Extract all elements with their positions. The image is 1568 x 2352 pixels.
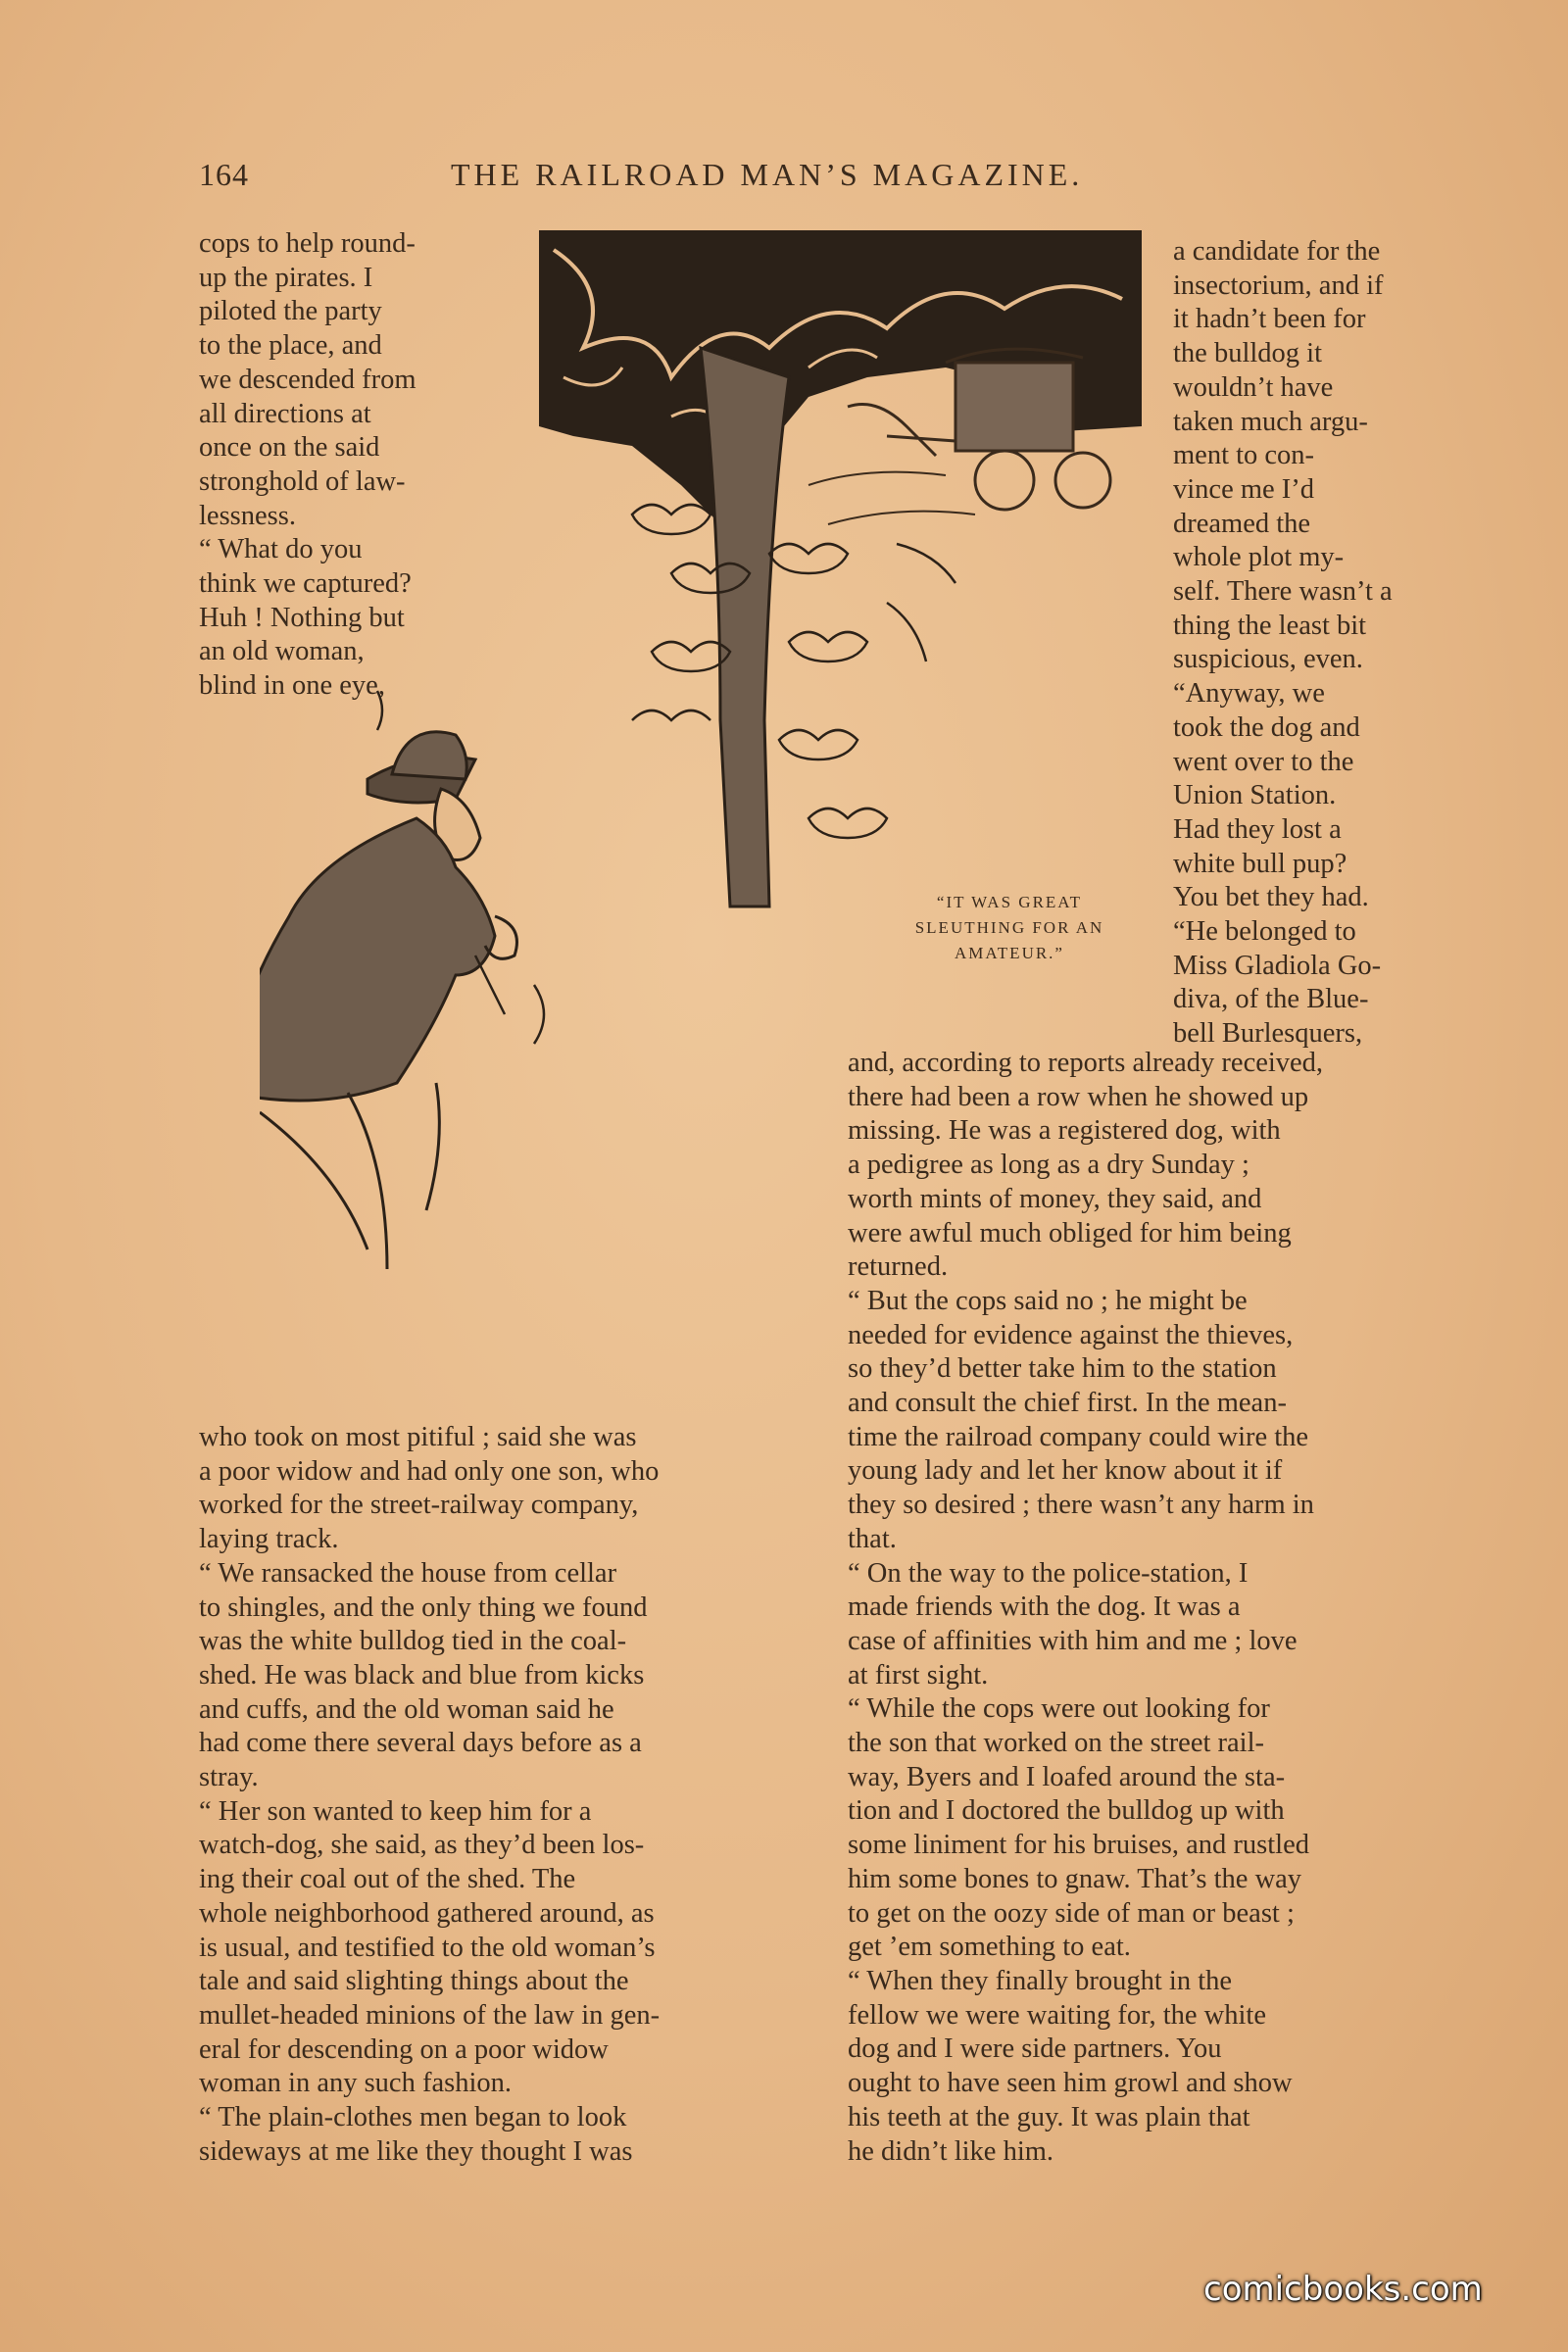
text-line: “ When they finally brought in the: [848, 1965, 1233, 1996]
text-line: a poor widow and had only one son, who: [199, 1455, 660, 1487]
text-line: missing. He was a registered dog, with: [848, 1115, 1281, 1147]
text-line: “ The plain-clothes men began to look: [199, 2102, 627, 2133]
text-line: and consult the chief first. In the mean-: [848, 1388, 1287, 1419]
text-line: ment to con-: [1173, 440, 1315, 471]
text-line: taken much argu-: [1173, 406, 1368, 437]
text-line: vince me I’d: [1173, 473, 1315, 505]
text-line: bell Burlesquers,: [1173, 1018, 1363, 1050]
text-line: a candidate for the: [1173, 236, 1381, 267]
text-line: dreamed the: [1173, 508, 1311, 539]
text-line: laying track.: [199, 1524, 339, 1555]
text-line: to shingles, and the only thing we found: [199, 1592, 648, 1623]
text-line: “He belonged to: [1173, 916, 1356, 948]
text-line: “ What do you: [199, 534, 363, 565]
text-line: woman in any such fashion.: [199, 2068, 512, 2099]
text-line: cops to help round-: [199, 228, 416, 259]
text-line: piloted the party: [199, 296, 382, 327]
text-line: to the place, and: [199, 330, 382, 362]
text-line: tale and said slighting things about the: [199, 1966, 629, 1997]
text-line: at first sight.: [848, 1659, 989, 1690]
text-line: the son that worked on the street rail-: [848, 1728, 1264, 1759]
column-top-right: [1173, 235, 1470, 1052]
text-line: thing the least bit: [1173, 610, 1367, 641]
text-line: “ While the cops were out looking for: [848, 1693, 1270, 1725]
text-line: “ Her son wanted to keep him for a: [199, 1795, 592, 1827]
text-line: were awful much obliged for him being: [848, 1217, 1292, 1249]
text-line: diva, of the Blue-: [1173, 984, 1369, 1015]
text-line: an old woman,: [199, 636, 365, 667]
text-line: they so desired ; there wasn’t any harm in: [848, 1490, 1314, 1521]
text-line: ought to have seen him growl and show: [848, 2068, 1293, 2099]
text-line: Had they lost a: [1173, 813, 1342, 845]
text-line: insectorium, and if: [1173, 270, 1384, 301]
text-line: there had been a row when he showed up: [848, 1081, 1309, 1112]
text-line: is usual, and testified to the old woman’s: [199, 1932, 656, 1963]
text-line: “ On the way to the police-station, I: [848, 1557, 1249, 1589]
text-line: returned.: [848, 1251, 949, 1283]
text-line: self. There wasn’t a: [1173, 576, 1393, 608]
column-bottom-left: [199, 1421, 811, 2169]
text-line: whole neighborhood gathered around, as: [199, 1897, 655, 1929]
text-line: the bulldog it: [1173, 338, 1322, 369]
text-line: wouldn’t have: [1173, 371, 1334, 403]
text-line: made friends with the dog. It was a: [848, 1592, 1241, 1623]
text-line: “Anyway, we: [1173, 678, 1325, 710]
column-top-left: [199, 227, 490, 704]
text-line: tion and I doctored the bulldog up with: [848, 1795, 1285, 1827]
text-line: stray.: [199, 1762, 259, 1793]
text-line: his teeth at the guy. It was plain that: [848, 2101, 1250, 2132]
text-line: he didn’t like him.: [848, 2135, 1054, 2167]
text-line: get ’em something to eat.: [848, 1932, 1131, 1963]
text-line: white bull pup?: [1173, 848, 1348, 879]
text-line: ing their coal out of the shed. The: [199, 1864, 576, 1895]
text-line: that.: [848, 1523, 897, 1554]
text-line: it hadn’t been for: [1173, 304, 1366, 335]
text-line: lessness.: [199, 500, 296, 531]
text-line: so they’d better take him to the station: [848, 1353, 1277, 1385]
text-line: we descended from: [199, 364, 416, 395]
page-number: 164: [199, 157, 249, 192]
text-line: You bet they had.: [1173, 882, 1369, 913]
illustration-caption: “IT WAS GREAT SLEUTHING FOR AN AMATEUR.”: [914, 893, 1104, 962]
text-line: to get on the oozy side of man or beast ;: [848, 1897, 1295, 1929]
text-line: him some bones to gnaw. That’s the way: [848, 1863, 1302, 1894]
text-line: was the white bulldog tied in the coal-: [199, 1626, 627, 1657]
text-line: way, Byers and I loafed around the sta-: [848, 1761, 1286, 1792]
text-line: fellow we were waiting for, the white: [848, 1999, 1266, 2031]
text-line: young lady and let her know about it if: [848, 1455, 1283, 1487]
tree-trunk: [701, 348, 789, 906]
watermark: comicbooks.com: [1203, 2270, 1483, 2309]
text-line: who took on most pitiful ; said she was: [199, 1422, 637, 1452]
text-line: whole plot my-: [1173, 542, 1345, 573]
text-line: shed. He was black and blue from kicks: [199, 1659, 645, 1690]
text-line: Miss Gladiola Go-: [1173, 950, 1382, 981]
text-line: time the railroad company could wire the: [848, 1421, 1309, 1452]
text-line: some liniment for his bruises, and rustled: [848, 1830, 1309, 1861]
text-line: and, according to reports already received,: [848, 1048, 1324, 1078]
text-line: had come there several days before as a: [199, 1728, 642, 1759]
text-line: mullet-headed minions of the law in gen-: [199, 1999, 661, 2031]
text-line: “ But the cops said no ; he might be: [848, 1285, 1248, 1316]
text-line: Union Station.: [1173, 780, 1337, 811]
text-line: sideways at me like they thought I was: [199, 2135, 633, 2167]
text-line: stronghold of law-: [199, 466, 406, 497]
text-line: once on the said: [199, 432, 380, 464]
text-line: suspicious, even.: [1173, 644, 1363, 675]
running-head: THE RAILROAD MAN’S MAGAZINE.: [451, 157, 1084, 192]
text-line: a pedigree as long as a dry Sunday ;: [848, 1150, 1250, 1181]
text-line: and cuffs, and the old woman said he: [199, 1693, 614, 1725]
text-line: Huh ! Nothing but: [199, 602, 405, 633]
column-bottom-right: [848, 1047, 1462, 2169]
text-line: needed for evidence against the thieves,: [848, 1319, 1294, 1350]
text-line: worked for the street-railway company,: [199, 1490, 639, 1521]
detective-figure: [260, 732, 544, 1269]
text-line: think we captured?: [199, 568, 412, 600]
text-line: took the dog and: [1173, 711, 1360, 743]
text-line: up the pirates. I: [199, 262, 373, 293]
text-line: all directions at: [199, 398, 371, 429]
text-line: went over to the: [1173, 746, 1354, 777]
text-line: eral for descending on a poor widow: [199, 2034, 609, 2065]
text-line: worth mints of money, they said, and: [848, 1183, 1262, 1214]
text-line: case of affinities with him and me ; love: [848, 1625, 1298, 1656]
text-line: blind in one eye,: [199, 670, 385, 702]
text-line: watch-dog, she said, as they’d been los-: [199, 1830, 645, 1861]
text-line: dog and I were side partners. You: [848, 2034, 1222, 2065]
text-line: “ We ransacked the house from cellar: [199, 1557, 617, 1589]
